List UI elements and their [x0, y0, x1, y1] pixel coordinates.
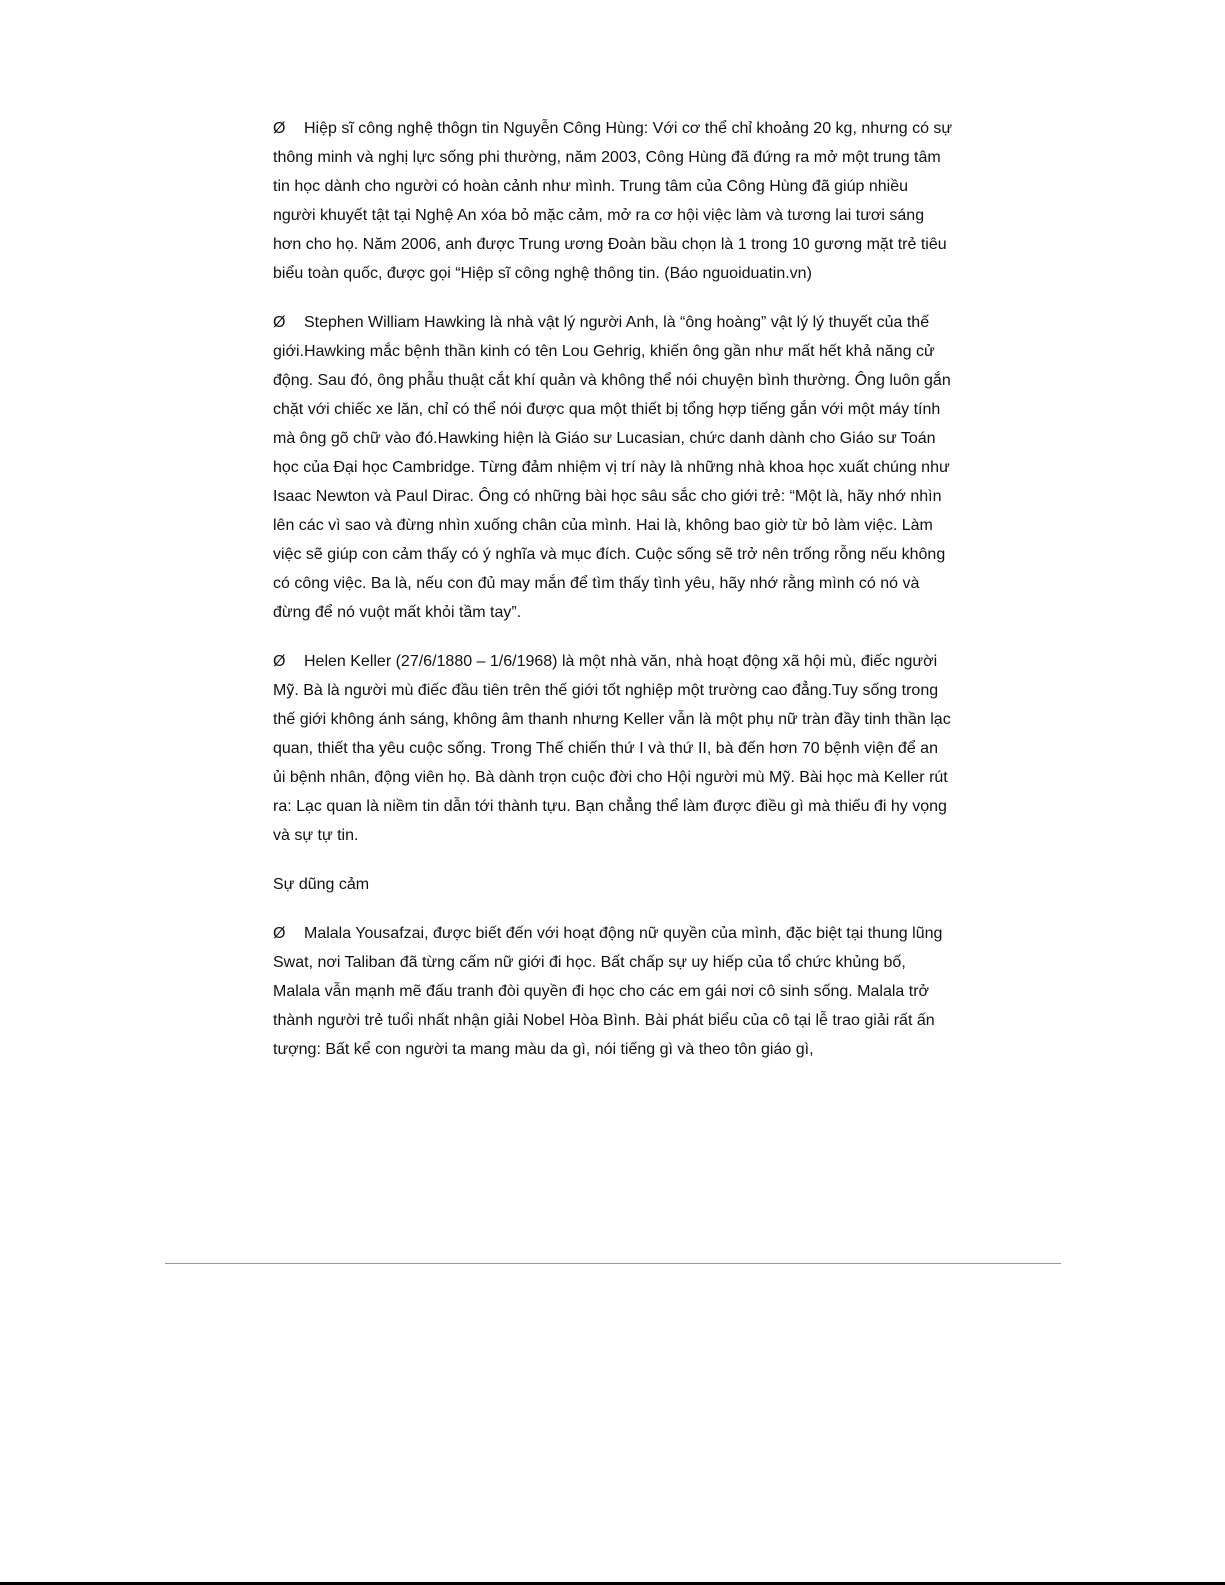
- section-heading: Sự dũng cảm: [273, 876, 370, 893]
- paragraph-helen-keller: [273, 647, 953, 850]
- page-footer-divider: [165, 1263, 1061, 1264]
- bullet-icon: Ø: [273, 925, 286, 942]
- paragraph-text: Hiệp sĩ công nghệ thôgn tin Nguyễn Công Hùng: Với cơ thể chỉ khoảng 20 kg, nhưng có sự thông minh và nghị lực sống phi thường, năm 2003, Công Hùng đã đứng ra mở một trung tâm tin học dành cho người có hoàn cảnh như mình. Trung tâm của Công Hùng đã giúp nhiều người khuyết tật tại Nghệ An xóa bỏ mặc cảm, mở ra cơ hội việc làm và tương lai tươi sáng hơn cho họ. Năm 2006, anh được Trung ương Đoàn bầu chọn là 1 trong 10 gương mặt trẻ tiêu biểu toàn quốc, được gọi “Hiệp sĩ công nghệ thông tin. (Báo nguoiduatin.vn): [273, 120, 953, 282]
- paragraph-nguyen-cong-hung: [273, 114, 953, 288]
- paragraph-stephen-hawking: [273, 308, 953, 627]
- document-body: [273, 114, 953, 1084]
- bullet-icon: Ø: [273, 314, 286, 331]
- bullet-icon: Ø: [273, 653, 286, 670]
- paragraph-text: Malala Yousafzai, được biết đến với hoạt động nữ quyền của mình, đặc biệt tại thung lũng Swat, nơi Taliban đã từng cấm nữ giới đi học. Bất chấp sự uy hiếp của tổ chức khủng bố, Malala vẫn mạnh mẽ đấu tranh đòi quyền đi học cho các em gái nơi cô sinh sống. Malala trở thành người trẻ tuổi nhất nhận giải Nobel Hòa Bình. Bài phát biểu của cô tại lễ trao giải rất ấn tượng: Bất kể con người ta mang màu da gì, nói tiếng gì và theo tôn giáo gì,: [273, 925, 943, 1058]
- paragraph-malala-yousafzai: [273, 919, 953, 1064]
- bullet-icon: Ø: [273, 120, 286, 137]
- paragraph-text: Stephen William Hawking là nhà vật lý người Anh, là “ông hoàng” vật lý lý thuyết của thế giới.Hawking mắc bệnh thần kinh có tên Lou Gehrig, khiến ông gần như mất hết khả năng cử động. Sau đó, ông phẫu thuật cắt khí quản và không thể nói chuyện bình thường. Ông luôn gắn chặt với chiếc xe lăn, chỉ có thể nói được qua một thiết bị tổng hợp tiếng gắn với một máy tính mà ông gõ chữ vào đó.Hawking hiện là Giáo sư Lucasian, chức danh dành cho Giáo sư Toán học của Đại học Cambridge. Từng đảm nhiệm vị trí này là những nhà khoa học xuất chúng như Isaac Newton và Paul Dirac. Ông có những bài học sâu sắc cho giới trẻ: “Một là, hãy nhớ nhìn lên các vì sao và đừng nhìn xuống chân của mình. Hai là, không bao giờ từ bỏ làm việc. Làm việc sẽ giúp con cảm thấy có ý nghĩa và mục đích. Cuộc sống sẽ trở nên trống rỗng nếu không có công việc. Ba là, nếu con đủ may mắn để tìm thấy tình yêu, hãy nhớ rằng mình có nó và đừng để nó vuột mất khỏi tầm tay”.: [273, 314, 951, 621]
- paragraph-text: Helen Keller (27/6/1880 – 1/6/1968) là một nhà văn, nhà hoạt động xã hội mù, điếc người Mỹ. Bà là người mù điếc đầu tiên trên thế giới tốt nghiệp một trường cao đẳng.Tuy sống trong thế giới không ánh sáng, không âm thanh nhưng Keller vẫn là một phụ nữ tràn đầy tinh thần lạc quan, thiết tha yêu cuộc sống. Trong Thế chiến thứ I và thứ II, bà đến hơn 70 bệnh viện để an ủi bệnh nhân, động viên họ. Bà dành trọn cuộc đời cho Hội người mù Mỹ. Bài học mà Keller rút ra: Lạc quan là niềm tin dẫn tới thành tựu. Bạn chẳng thể làm được điều gì mà thiếu đi hy vọng và sự tự tin.: [273, 653, 951, 844]
